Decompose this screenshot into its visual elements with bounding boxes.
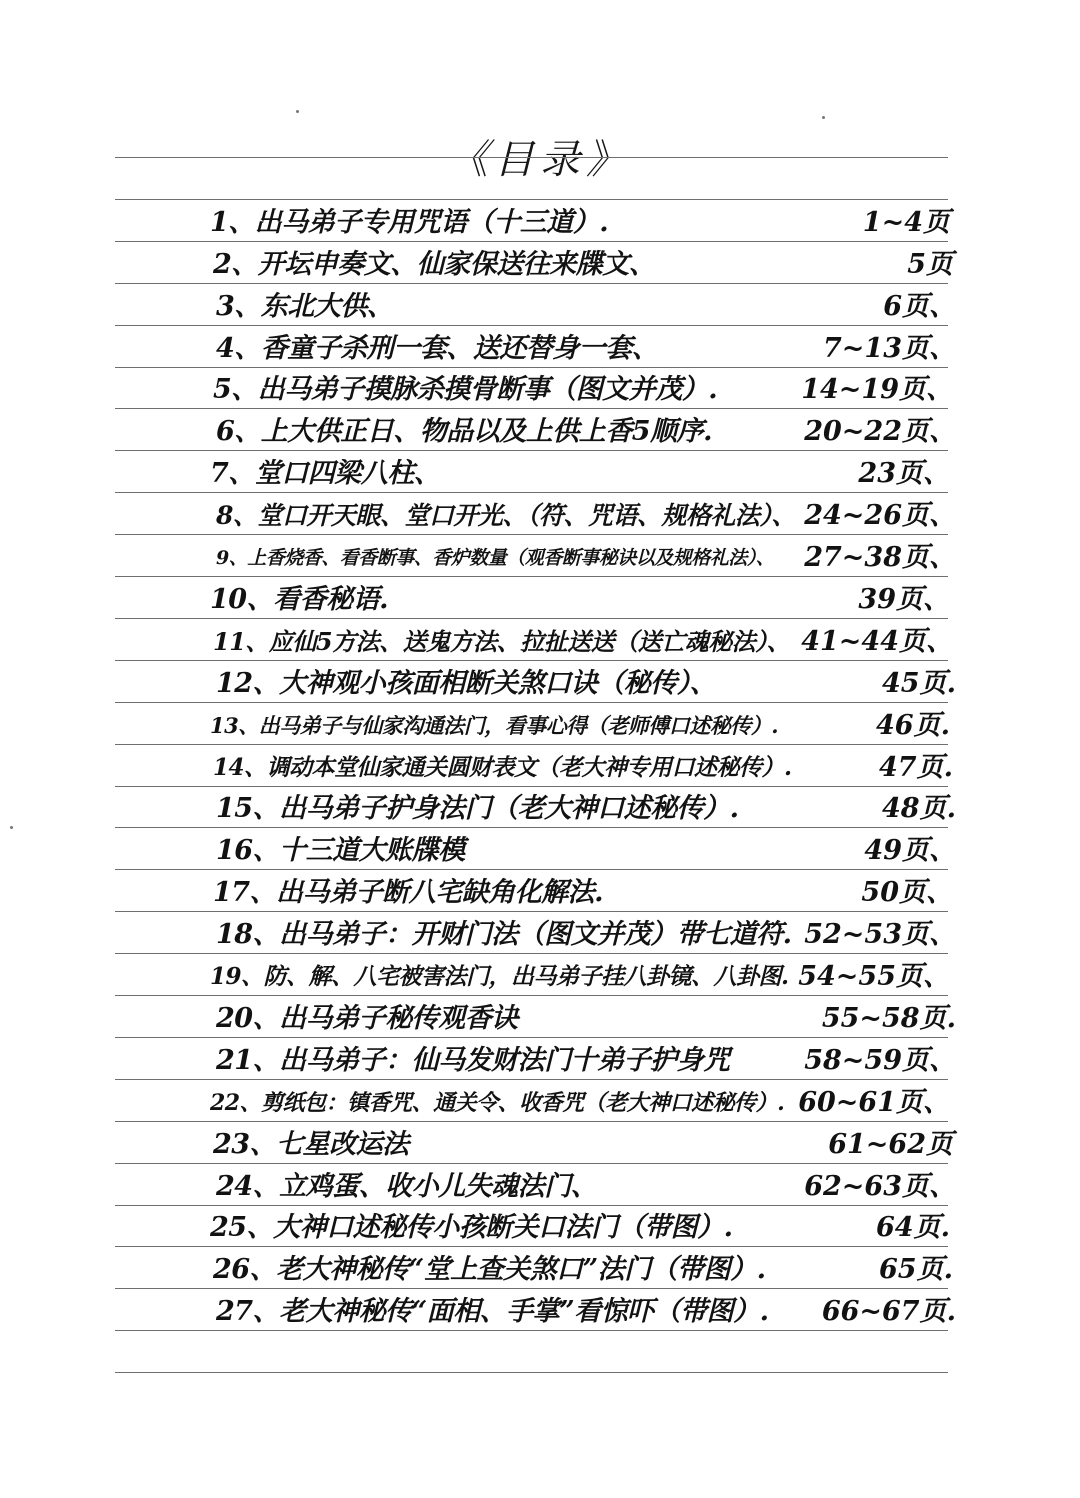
- toc-entry-page: 24~26页、: [804, 500, 956, 532]
- toc-entry-title: 10、看香秘语.: [210, 583, 388, 615]
- ruled-line: [115, 157, 948, 158]
- toc-entry-page: 46页.: [876, 709, 950, 741]
- toc-entry-page: 49页、: [864, 835, 956, 867]
- toc-entry: [216, 664, 956, 704]
- ink-speck: [822, 116, 825, 119]
- toc-entry-page: 45页.: [882, 667, 956, 699]
- toc-entry-title: 27、老大神秘传“面相、手掌”看惊吓（带图）.: [216, 1296, 769, 1328]
- toc-entry-page: 52~53页、: [804, 919, 956, 951]
- toc-entry-title: 20、出马弟子秘传观香诀: [216, 1002, 518, 1034]
- toc-entry-page: 7~13页、: [823, 332, 956, 364]
- toc-entry-page: 27~38页、: [804, 542, 956, 573]
- ruled-line: [115, 1372, 948, 1373]
- toc-entry: [210, 957, 950, 997]
- toc-entry: [216, 999, 956, 1039]
- toc-entry-title: 17、出马弟子断八宅缺角化解法.: [213, 877, 603, 909]
- toc-entry-title: 4、香童子杀刑一套、送还替身一套、: [216, 332, 659, 364]
- toc-entry-title: 13、出马弟子与仙家沟通法门，看事心得（老师傅口述秘传）.: [210, 712, 779, 738]
- toc-entry-page: 47页.: [879, 751, 953, 783]
- toc-entry-title: 3、东北大供、: [216, 290, 394, 322]
- toc-entry-title: 18、出马弟子：开财门法（图文并茂）带七道符.: [216, 919, 792, 951]
- toc-entry-title: 22、剪纸包：镇香咒、通关令、收香咒（老大神口述秘传）.: [210, 1089, 785, 1116]
- toc-entry-page: 55~58页.: [821, 1002, 956, 1034]
- toc-entry-title: 16、十三道大账牒模: [216, 835, 465, 867]
- toc-entry-page: 62~63页、: [804, 1170, 956, 1202]
- toc-entry: [210, 706, 950, 746]
- toc-entry-title: 14、调动本堂仙家通关圆财表文（老大神专用口述秘传）.: [213, 753, 792, 781]
- toc-entry: [216, 915, 956, 955]
- ruled-line: [115, 199, 948, 200]
- toc-entry-page: 50页、: [861, 877, 953, 909]
- toc-entry-title: 23、七星改运法: [213, 1128, 409, 1160]
- toc-entry-title: 24、立鸡蛋、收小儿失魂法门、: [216, 1170, 598, 1202]
- toc-entry: [216, 496, 956, 536]
- toc-entry-page: 64页.: [876, 1212, 950, 1244]
- toc-entry: [216, 538, 956, 578]
- toc-entry-title: 19、防、解、八宅被害法门，出马弟子挂八卦镜、八卦图.: [210, 963, 789, 990]
- toc-entry-page: 20~22页、: [804, 416, 956, 448]
- toc-entry: [216, 831, 956, 871]
- toc-entry: [213, 622, 953, 662]
- toc-entry: [213, 1250, 953, 1290]
- toc-entry-title: 1、出马弟子专用咒语（十三道）.: [210, 206, 609, 238]
- toc-entry: [216, 789, 956, 829]
- toc-entry-title: 26、老大神秘传“堂上查关煞口”法门（带图）.: [213, 1254, 766, 1286]
- toc-entry-page: 66~67页.: [821, 1296, 956, 1328]
- toc-entry-title: 2、开坛申奏文、仙家保送往来牒文、: [213, 248, 656, 280]
- toc-entry-title: 7、堂口四梁八柱、: [210, 458, 441, 490]
- toc-entry: [210, 1083, 950, 1123]
- toc-entry-title: 5、出马弟子摸脉杀摸骨断事（图文并茂）.: [213, 374, 718, 406]
- toc-entry-page: 48页.: [882, 793, 956, 825]
- toc-entry-title: 8、堂口开天眼、堂口开光、（符、咒语、规格礼法）、: [216, 501, 796, 531]
- toc-entry-title: 12、大神观小孩面相断关煞口诀（秘传）、: [216, 667, 717, 699]
- toc-entry: [213, 873, 953, 913]
- toc-entry-page: 1~4页: [862, 206, 950, 238]
- toc-entry: [213, 370, 953, 410]
- toc-entry: [210, 454, 950, 494]
- toc-entry: [210, 203, 950, 243]
- toc-entry-page: 61~62页: [828, 1128, 953, 1160]
- toc-entry-page: 6页、: [883, 290, 956, 322]
- toc-entry: [210, 580, 950, 620]
- toc-entry-title: 21、出马弟子：仙马发财法门十弟子护身咒: [216, 1044, 730, 1076]
- toc-entry-title: 6、上大供正日、物品以及上供上香5顺序.: [216, 416, 712, 448]
- toc-entry-page: 54~55页、: [798, 961, 950, 992]
- toc-entry-title: 15、出马弟子护身法门（老大神口述秘传）.: [216, 793, 739, 825]
- toc-entry-page: 23页、: [858, 458, 950, 490]
- toc-entry: [216, 1292, 956, 1332]
- toc-entry-title: 9、上香烧香、看香断事、香炉数量（观香断事秘诀以及规格礼法）、: [216, 547, 775, 569]
- toc-entry-page: 39页、: [858, 583, 950, 615]
- toc-entry-page: 65页.: [879, 1254, 953, 1286]
- toc-entry: [213, 245, 953, 285]
- toc-entry-page: 58~59页、: [804, 1044, 956, 1076]
- toc-entry: [216, 287, 956, 327]
- page-title: 《目录》: [448, 137, 632, 183]
- ink-speck: [296, 110, 299, 113]
- toc-entry-title: 11、应仙5方法、送鬼方法、拉扯送送（送亡魂秘法）、: [213, 626, 791, 656]
- ink-speck: [10, 826, 13, 829]
- toc-entry: [216, 1041, 956, 1081]
- toc-entry: [216, 1167, 956, 1207]
- toc-entry: [216, 329, 956, 369]
- toc-entry: [213, 1125, 953, 1165]
- toc-entry: [213, 748, 953, 788]
- toc-entry: [216, 412, 956, 452]
- toc-entry-page: 60~61页、: [798, 1086, 950, 1118]
- toc-entry-page: 5页: [907, 248, 953, 280]
- toc-entry-page: 14~19页、: [801, 374, 953, 406]
- toc-entry-title: 25、大神口述秘传小孩断关口法门（带图）.: [210, 1212, 733, 1244]
- toc-entry: [210, 1208, 950, 1248]
- toc-entry-page: 41~44页、: [801, 625, 953, 657]
